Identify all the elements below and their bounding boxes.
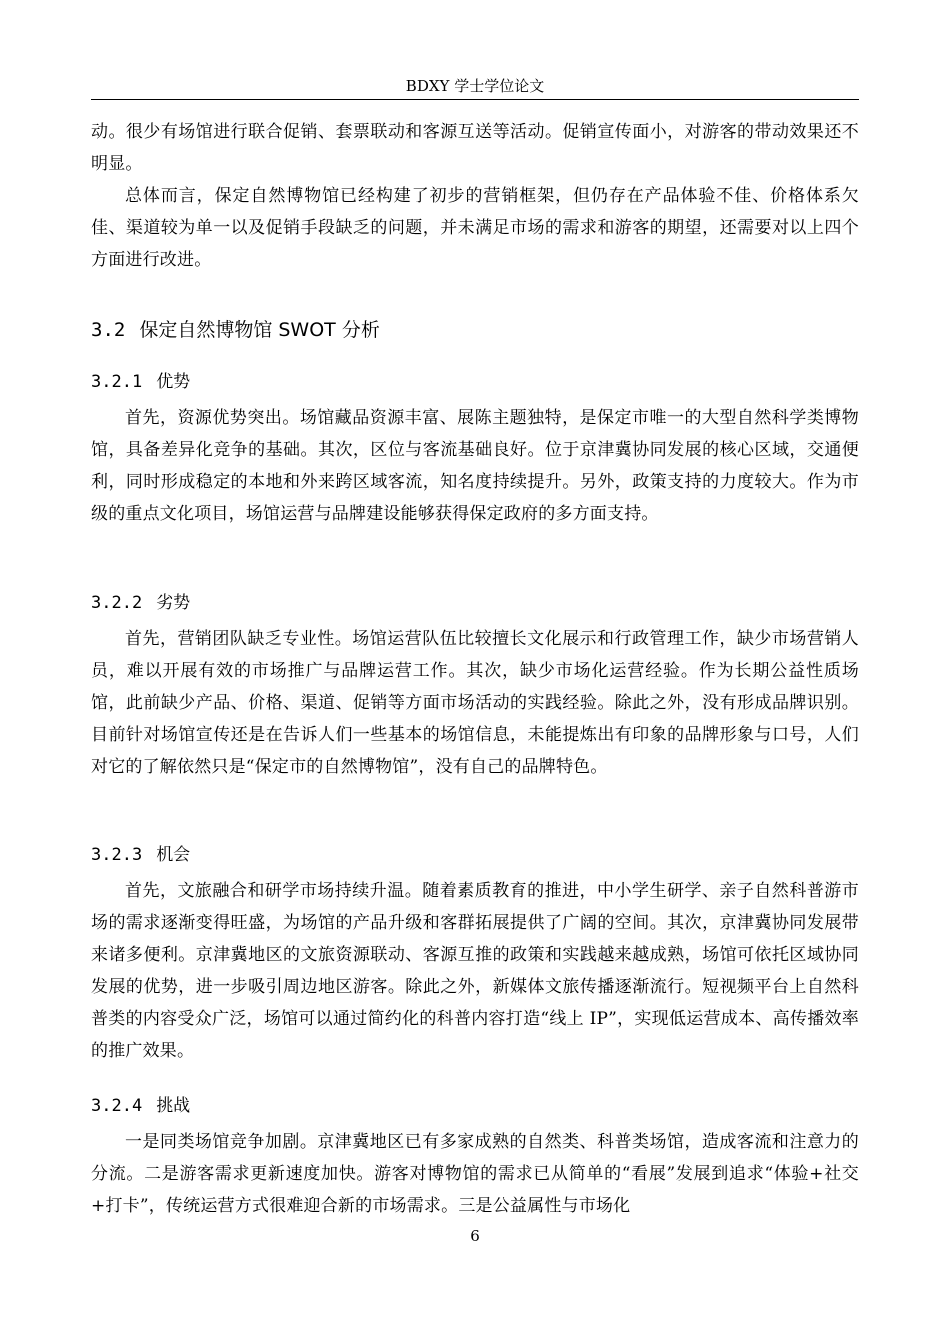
- subsection-number: 3.2.1: [91, 372, 143, 392]
- section-number: 3.2: [91, 319, 126, 341]
- subsection-title: 机会: [156, 845, 191, 865]
- subsection-title: 劣势: [156, 593, 191, 613]
- subsection-number: 3.2.2: [91, 593, 143, 613]
- running-header: BDXY 学士学位论文: [405, 77, 545, 95]
- subsection-title: 优势: [156, 372, 191, 392]
- weaknesses-block: [91, 623, 859, 783]
- subsection-title: 挑战: [156, 1096, 191, 1116]
- subsection-number: 3.2.4: [91, 1096, 143, 1116]
- threats-block: [91, 1126, 859, 1222]
- section-heading: [91, 316, 859, 344]
- intro-paragraph-2: 总体而言，保定自然博物馆已经构建了初步的营销框架，但仍存在产品体验不佳、价格体系欠佳、渠道较为单一以及促销手段缺乏的问题，并未满足市场的需求和游客的期望，还需要对以上四个方面进行改进。: [91, 186, 859, 270]
- weaknesses-paragraph: 首先，营销团队缺乏专业性。场馆运营队伍比较擅长文化展示和行政管理工作，缺少市场营销人员，难以开展有效的市场推广与品牌运营工作。其次，缺少市场化运营经验。作为长期公益性质场馆，此前缺少产品、价格、渠道、促销等方面市场活动的实践经验。除此之外，没有形成品牌识别。目前针对场馆宣传还是在告诉人们一些基本的场馆信息，未能提炼出有印象的品牌形象与口号，人们对它的了解依然只是“保定市的自然博物馆”，没有自己的品牌特色。: [91, 629, 859, 777]
- header-rule: [91, 99, 859, 100]
- strengths-paragraph: 首先，资源优势突出。场馆藏品资源丰富、展陈主题独特，是保定市唯一的大型自然科学类博物馆，具备差异化竞争的基础。其次，区位与客流基础良好。位于京津冀协同发展的核心区域，交通便利，同时形成稳定的本地和外来跨区域客流，知名度持续提升。另外，政策支持的力度较大。作为市级的重点文化项目，场馆运营与品牌建设能够获得保定政府的多方面支持。: [91, 408, 859, 524]
- section-title: 保定自然博物馆 SWOT 分析: [139, 319, 380, 341]
- subsection-number: 3.2.3: [91, 845, 143, 865]
- subsection-heading-strengths: [91, 369, 859, 395]
- intro-block: [91, 116, 859, 276]
- subsection-heading-weaknesses: [91, 590, 859, 616]
- opportunities-paragraph: 首先，文旅融合和研学市场持续升温。随着素质教育的推进，中小学生研学、亲子自然科普游市场的需求逐渐变得旺盛，为场馆的产品升级和客群拓展提供了广阔的空间。其次，京津冀协同发展带来诸多便利。京津冀地区的文旅资源联动、客源互推的政策和实践越来越成熟，场馆可依托区域协同发展的优势，进一步吸引周边地区游客。除此之外，新媒体文旅传播逐渐流行。短视频平台上自然科普类的内容受众广泛，场馆可以通过简约化的科普内容打造“线上 IP”，实现低运营成本、高传播效率的推广效果。: [91, 881, 859, 1061]
- opportunities-block: [91, 875, 859, 1067]
- subsection-heading-opportunities: [91, 842, 859, 868]
- strengths-block: [91, 402, 859, 530]
- intro-paragraph-1: 动。很少有场馆进行联合促销、套票联动和客源互送等活动。促销宣传面小，对游客的带动效果还不明显。: [91, 122, 859, 174]
- threats-paragraph: 一是同类场馆竞争加剧。京津冀地区已有多家成熟的自然类、科普类场馆，造成客流和注意力的分流。二是游客需求更新速度加快。游客对博物馆的需求已从简单的“看展”发展到追求“体验+社交+打卡”，传统运营方式很难迎合新的市场需求。三是公益属性与市场化: [91, 1132, 859, 1216]
- subsection-heading-threats: [91, 1093, 859, 1119]
- page-number: 6: [470, 1227, 480, 1245]
